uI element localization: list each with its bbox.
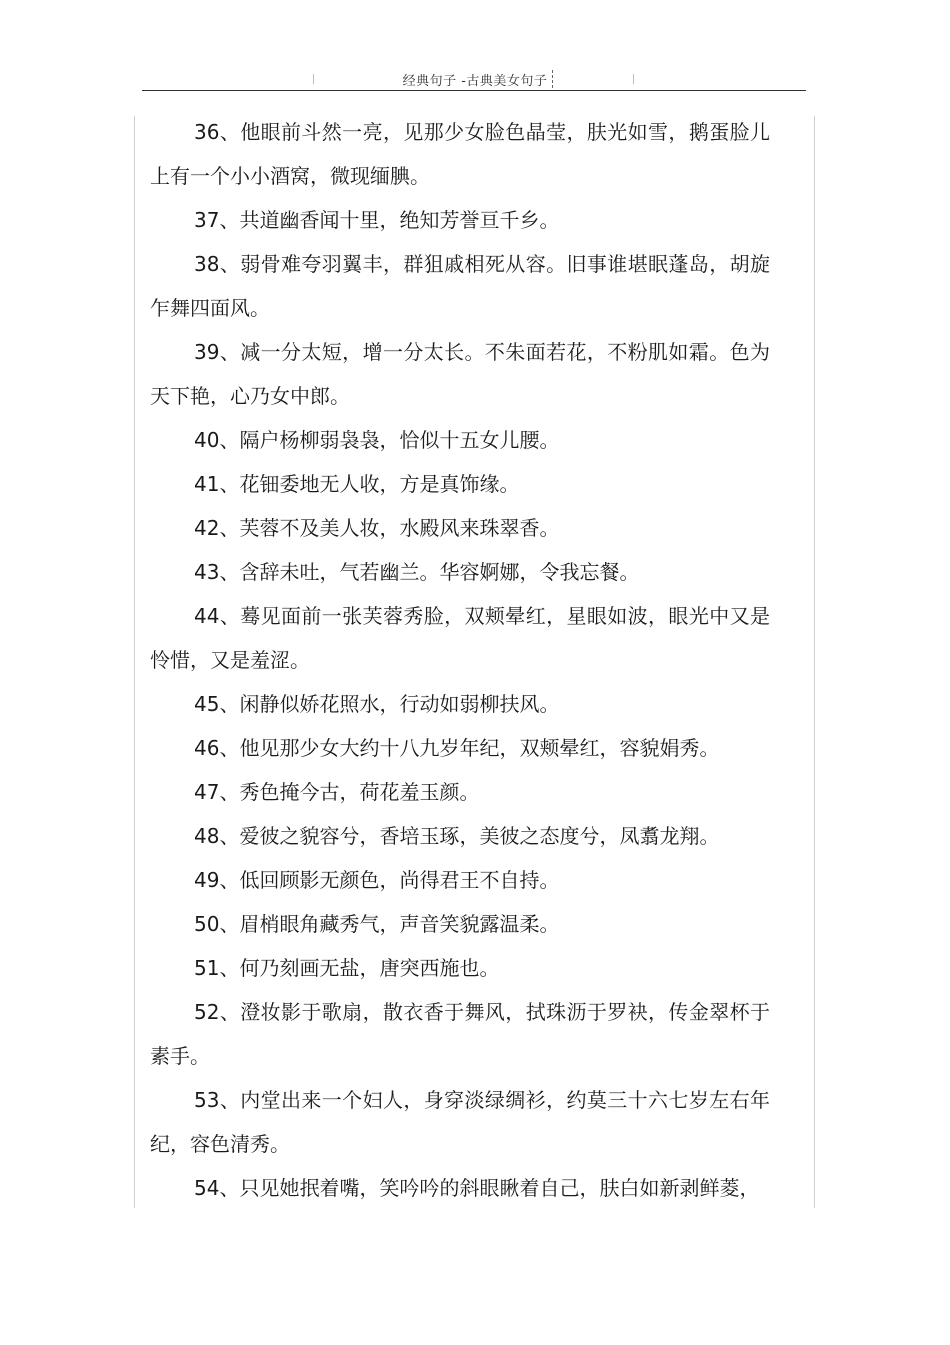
right-margin-line — [814, 116, 815, 1208]
paragraph-36: 36、他眼前斗然一亮，见那少女脸色晶莹，肤光如雪，鹅蛋脸儿上有一个小小酒窝，微现缅腆。 — [150, 120, 770, 188]
paragraph-51: 51、何乃刻画无盐，唐突西施也。 — [194, 956, 500, 980]
paragraph-40: 40、隔户杨柳弱袅袅，恰似十五女儿腰。 — [194, 428, 560, 452]
header-tick-mark — [633, 74, 634, 84]
left-margin-line — [134, 116, 135, 1208]
header-rule — [142, 90, 806, 91]
paragraph-49: 49、低回顾影无颜色，尚得君王不自持。 — [194, 868, 560, 892]
paragraph-38: 38、弱骨难夸羽翼丰，群狙戚相死从容。旧事谁堪眠蓬岛，胡旋乍舞四面风。 — [150, 252, 770, 320]
paragraph-44: 44、蓦见面前一张芙蓉秀脸，双颊晕红，星眼如波，眼光中又是怜惜，又是羞涩。 — [150, 604, 770, 672]
header-tick-mark — [313, 74, 314, 84]
page-header — [0, 0, 950, 92]
paragraph-48: 48、爱彼之貌容兮，香培玉琢，美彼之态度兮，凤翥龙翔。 — [194, 824, 720, 848]
paragraph-46: 46、他见那少女大约十八九岁年纪，双颊晕红，容貌娟秀。 — [194, 736, 720, 760]
paragraph-45: 45、闲静似娇花照水，行动如弱柳扶风。 — [194, 692, 560, 716]
paragraph-53: 53、内堂出来一个妇人，身穿淡绿绸衫，约莫三十六七岁左右年纪，容色清秀。 — [150, 1088, 770, 1156]
paragraph-52: 52、澄妆影于歌扇，散衣香于舞风，拭珠沥于罗袂，传金翠杯于素手。 — [150, 1000, 770, 1068]
paragraph-50: 50、眉梢眼角藏秀气，声音笑貌露温柔。 — [194, 912, 560, 936]
paragraph-42: 42、芙蓉不及美人妆，水殿风来珠翠香。 — [194, 516, 560, 540]
paragraph-43: 43、含辞未吐，气若幽兰。华容婀娜，令我忘餐。 — [194, 560, 640, 584]
header-title: 经典句子 -古典美女句子 — [402, 74, 548, 89]
paragraph-54: 54、只见她抿着嘴，笑吟吟的斜眼瞅着自己，肤白如新剥鲜菱， — [194, 1176, 760, 1200]
document-body — [150, 110, 770, 1210]
paragraph-47: 47、秀色掩今古，荷花羞玉颜。 — [194, 780, 480, 804]
header-cursor-mark — [552, 70, 553, 88]
paragraph-39: 39、减一分太短，增一分太长。不朱面若花，不粉肌如霜。色为天下艳，心乃女中郎。 — [150, 340, 770, 408]
paragraph-41: 41、花钿委地无人收，方是真饰缘。 — [194, 472, 520, 496]
paragraph-37: 37、共道幽香闻十里，绝知芳誉亘千乡。 — [194, 208, 560, 232]
